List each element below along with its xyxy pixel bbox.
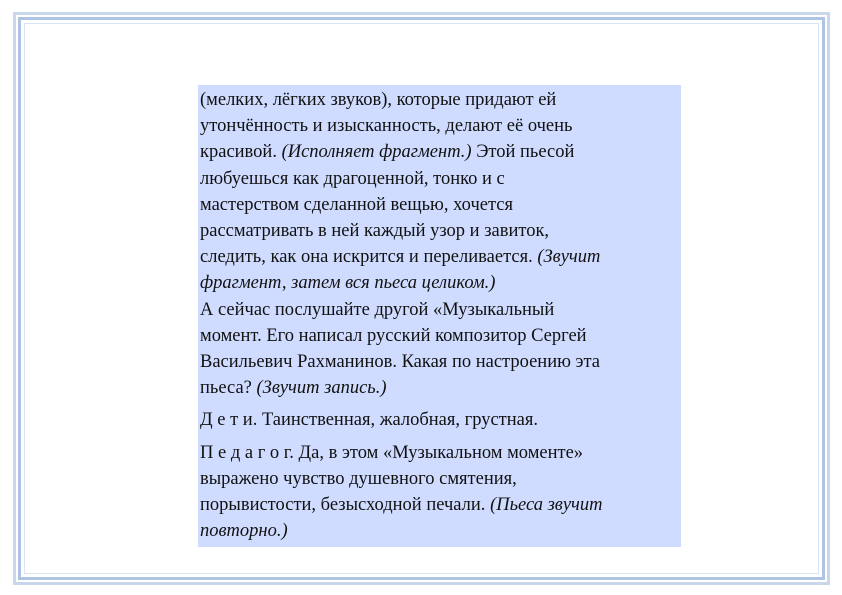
line xyxy=(200,300,554,320)
text-run: Этой пьесой xyxy=(471,142,575,163)
text-run: А сейчас послушайте другой «Музыкальный xyxy=(200,299,555,320)
line xyxy=(200,443,583,463)
text-run: выражено чувство душевного смятения, xyxy=(200,468,517,489)
line xyxy=(200,521,288,541)
stage-direction: (Звучит xyxy=(537,247,601,268)
paragraph-children xyxy=(200,407,677,433)
text-run: следить, как она искрится и переливается. xyxy=(200,247,538,268)
line xyxy=(200,221,549,241)
highlighted-text-block xyxy=(198,85,681,547)
stage-direction: (Исполняет фрагмент.) xyxy=(281,142,472,163)
text-run: пьеса? xyxy=(200,378,257,399)
text-run: (мелких, лёгких звуков), которые придают ей xyxy=(200,90,557,110)
text-run: утончённость и изысканность, делают её очень xyxy=(200,116,573,137)
text-run: порывистости, безысходной печали. xyxy=(200,495,491,516)
paragraph-rachmaninov xyxy=(200,297,677,402)
text-run: момент. Его написал русский композитор Сергей xyxy=(200,325,587,346)
line xyxy=(200,116,572,136)
stage-direction: (Звучит запись.) xyxy=(256,378,387,399)
text-run: любуешься как драгоценной, тонко и с xyxy=(200,168,505,189)
line xyxy=(200,273,495,293)
text-run: красивой. xyxy=(200,142,282,163)
stage-direction: повторно.) xyxy=(200,521,288,542)
line xyxy=(200,169,505,189)
line xyxy=(200,469,517,489)
text-run: Д е т и. Таинственная, жалобная, грустная. xyxy=(200,410,539,431)
line xyxy=(200,90,556,110)
stage-direction: (Пьеса звучит xyxy=(490,495,603,516)
line xyxy=(200,410,538,430)
text-run: мастерством сделанной вещью, хочется xyxy=(200,194,513,215)
paragraph-intro xyxy=(200,87,677,297)
text-run: рассматривать в ней каждый узор и завиток, xyxy=(200,221,550,242)
text-run: Васильевич Рахманинов. Какая по настроению эта xyxy=(200,352,600,373)
line xyxy=(200,247,600,267)
text-run: П е д а г о г. Да, в этом «Музыкальном моменте» xyxy=(200,442,584,463)
line xyxy=(200,326,587,346)
paragraph-teacher xyxy=(200,440,677,545)
line xyxy=(200,352,600,372)
line xyxy=(200,142,574,162)
stage-direction: фрагмент, затем вся пьеса целиком.) xyxy=(200,273,496,294)
line xyxy=(200,195,513,215)
line xyxy=(200,495,602,515)
line xyxy=(200,378,387,398)
